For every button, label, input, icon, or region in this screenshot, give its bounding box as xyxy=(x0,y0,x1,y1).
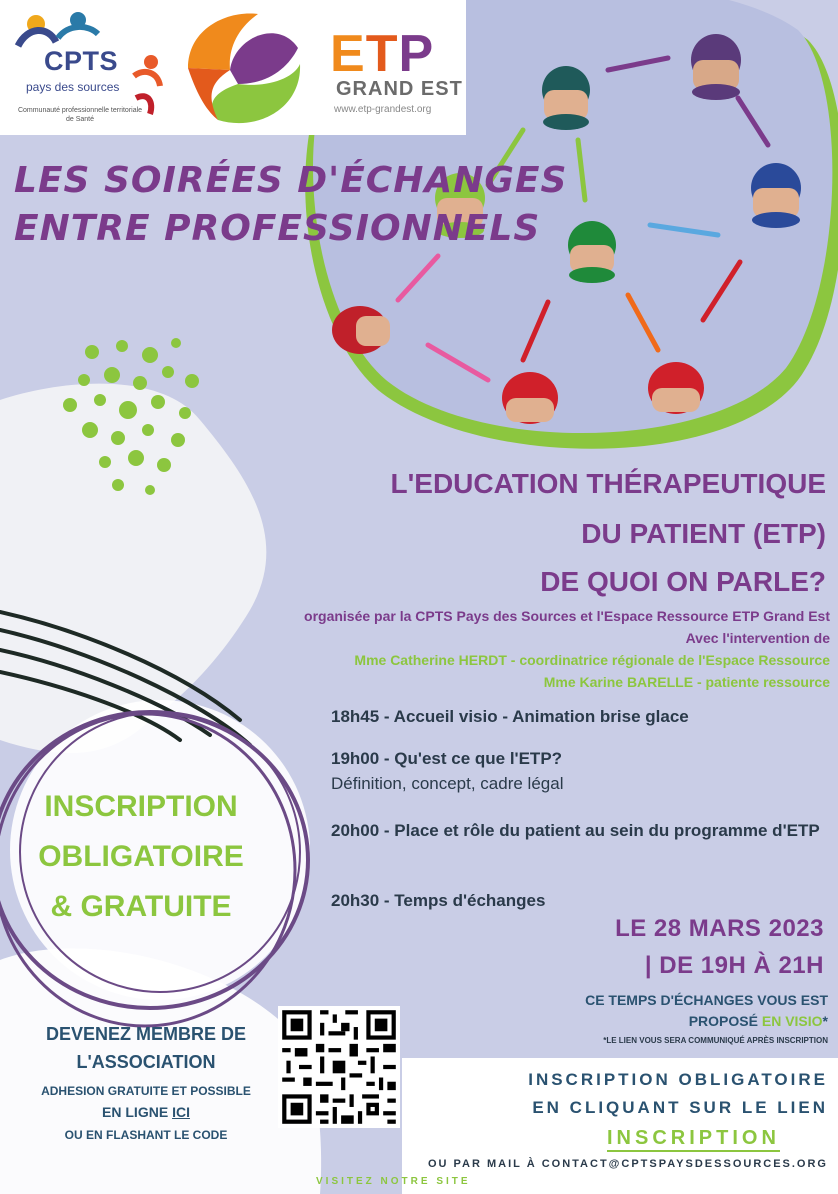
etp-swirl-logo-icon xyxy=(178,8,304,128)
logos-bar xyxy=(0,0,466,135)
membership-line-1: DEVENEZ MEMBRE DE xyxy=(45,1024,247,1044)
event-series-title-line2: ENTRE PROFESSIONNELS xyxy=(14,208,541,249)
registration-line-2: OBLIGATOIRE xyxy=(38,840,244,873)
speaker-1: Mme Catherine HERDT - coordinatrice régionale de l'Espace Ressource xyxy=(354,652,830,668)
membership-line-3: ADHESION GRATUITE ET POSSIBLE xyxy=(41,1084,251,1098)
etp-logo-url[interactable]: www.etp-grandest.org xyxy=(334,104,432,115)
footer-registration-line-1: INSCRIPTION OBLIGATOIRE xyxy=(528,1070,828,1089)
visio-note: *LE LIEN VOUS SERA COMMUNIQUÉ APRÈS INSCRIPTION xyxy=(603,1036,828,1045)
program-item-1: 18h45 - Accueil visio - Animation brise glace xyxy=(331,707,689,726)
visio-line-2: PROPOSÉ EN VISIO* xyxy=(688,1013,828,1029)
website-link[interactable]: VISITEZ NOTRE SITE xyxy=(316,1176,471,1187)
registration-line-1: INSCRIPTION xyxy=(44,790,238,823)
intervention-label: Avec l'intervention de xyxy=(685,630,830,646)
membership-line-2: L'ASSOCIATION xyxy=(76,1052,216,1072)
visio-line-1: CE TEMPS D'ÉCHANGES VOUS EST xyxy=(585,992,828,1008)
contact-email[interactable]: OU PAR MAIL À CONTACT@CPTSPAYSDESSOURCES.ORG xyxy=(427,1158,828,1170)
etp-logo-region: GRAND EST xyxy=(336,78,463,100)
program-item-4: 20h30 - Temps d'échanges xyxy=(331,891,546,910)
speaker-2: Mme Karine BARELLE - patiente ressource xyxy=(543,674,830,690)
membership-line-4: EN LIGNE ICI xyxy=(102,1104,190,1120)
event-time: | DE 19H À 21H xyxy=(644,952,824,979)
program-item-2: 19h00 - Qu'est ce que l'ETP? Définition, concept, cadre légal xyxy=(331,749,564,793)
topic-heading-line2: DU PATIENT (ETP) xyxy=(581,518,826,549)
registration-link[interactable]: INSCRIPTION xyxy=(607,1127,780,1152)
topic-heading-line3: DE QUOI ON PARLE? xyxy=(540,566,826,597)
etp-logo-text: ETP xyxy=(330,25,435,83)
registration-line-3: & GRATUITE xyxy=(50,890,232,923)
topic-heading-line1: L'EDUCATION THÉRAPEUTIQUE xyxy=(390,468,826,499)
membership-link[interactable]: ICI xyxy=(172,1104,190,1120)
program-item-3: 20h00 - Place et rôle du patient au sein du programme d'ETP xyxy=(331,821,820,840)
cpts-logo-subtitle: pays des sources xyxy=(26,80,120,94)
cpts-logo-tagline: Communauté professionnelle territoriale de Santé xyxy=(17,107,143,123)
event-date: LE 28 MARS 2023 xyxy=(615,915,824,942)
footer-registration-line-2: EN CLIQUANT SUR LE LIEN xyxy=(532,1098,828,1117)
event-series-title-line1: LES SOIRÉES D'ÉCHANGES xyxy=(14,160,568,201)
cpts-logo-text: CPTS xyxy=(44,46,119,76)
qr-code[interactable] xyxy=(278,1006,400,1128)
organized-by-text: organisée par la CPTS Pays des Sources et l'Espace Ressource ETP Grand Est xyxy=(304,608,830,624)
qr-code-icon xyxy=(278,1006,400,1128)
membership-line-5: OU EN FLASHANT LE CODE xyxy=(64,1128,228,1142)
